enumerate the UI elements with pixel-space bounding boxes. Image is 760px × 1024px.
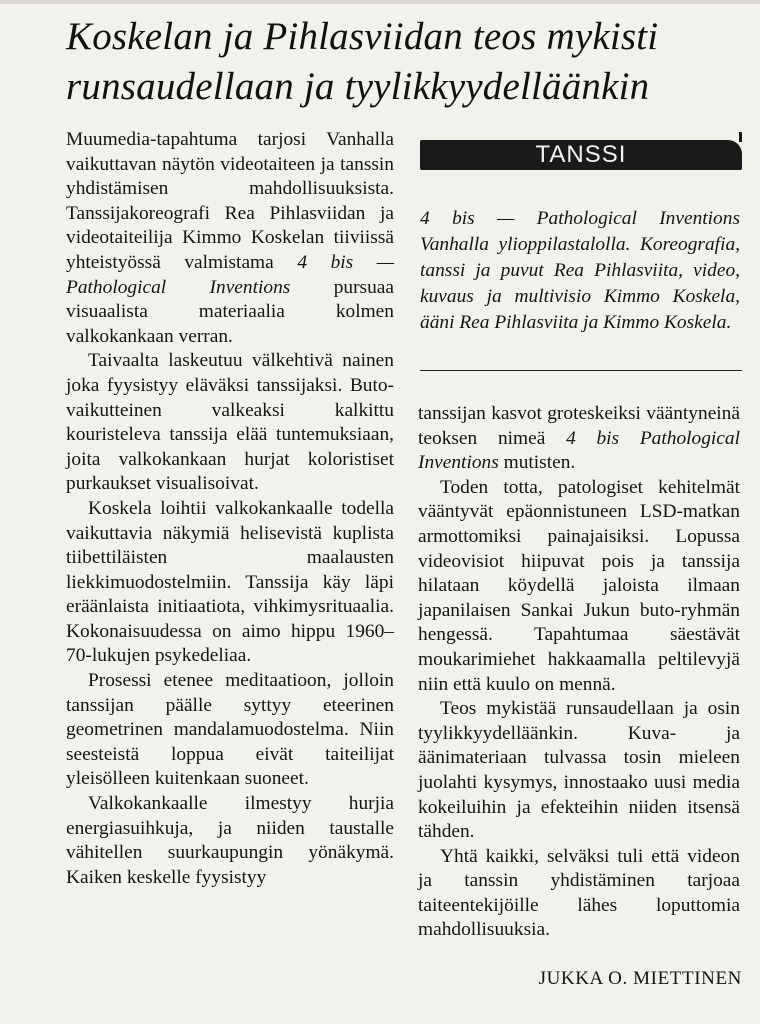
right-p1-text-a: tanssijan kasvot groteskeiksi vääntyneinä teoksen nimeä	[418, 403, 740, 449]
headline-line-1: Koskelan ja Pihlasviidan teos mykisti	[66, 15, 659, 58]
performance-credits: 4 bis — Pathological Inventions Vanhalla ylioppilastalolla. Koreografia, tanssi ja puvut Rea Pihlasviita, video, kuvaus ja multivisio Kimmo Koskela, ääni Rea Pihlasviita ja Kimmo Koskela.	[420, 208, 740, 333]
credits-divider	[420, 370, 742, 371]
headline	[66, 12, 746, 112]
right-paragraph-4: Yhtä kaikki, selväksi tuli että videon ja tanssin yhdistäminen tarjoaa taiteentekijöille lähes loputtomia mahdollisuuksia.	[418, 845, 740, 941]
clipping-top-edge	[0, 0, 760, 4]
headline-line-2: runsaudellaan ja tyylikkyydelläänkin	[66, 65, 650, 108]
right-paragraph-3: Teos mykistää runsaudellaan ja osin tyylikkyydelläänkin. Kuva- ja äänimateriaan tulvassa tosin mieleen juolahti kysymys, innostaako uusi media kokeiluihin ja efekteihin niiden itsensä tähden.	[418, 698, 740, 843]
left-paragraph-4: Prosessi etenee meditaatioon, jolloin tanssijan päälle syttyy eteerinen geometrinen mandalamuodostelma. Niin seesteistä loppua eivät taiteilijat yleisölleen kuitenkaan suoneet.	[66, 670, 394, 790]
left-paragraph-5: Valkokankaalle ilmestyy hurjia energiasuihkuja, ja niiden taustalle vähitellen suurkaupungin yönäkymä. Kaiken keskelle fyysistyy	[66, 793, 394, 888]
left-column	[66, 128, 394, 890]
right-p1-work-title: 4 bis Pathological Inventions	[418, 427, 740, 474]
author-signature: JUKKA O. MIETTINEN	[538, 968, 742, 989]
section-banner	[420, 132, 742, 176]
left-p1-work-title: 4 bis — Pathological Inventions	[66, 251, 394, 298]
left-paragraph-1	[66, 128, 394, 349]
right-p1-text-b: mutisten.	[498, 452, 576, 474]
left-p1-text-a: Muumedia-tapahtuma tarjosi Vanhalla vaikuttavan näytön videotaiteen ja tanssin yhdistämisen mahdollisuuksista. Tanssijakoreografi Rea Pihlasviidan ja videotaiteilija Kimmo Koskelan tiiviissä yhteistyössä valmistama	[66, 129, 394, 273]
right-paragraph-1	[418, 402, 740, 476]
left-paragraph-3: Koskela loihtii valkokankaalle todella vaikuttavia näkymiä helisevistä kuplista tiibettiläisten maalausten liekkimuodostelmiin. Tanssija käy läpi eräänlaista initiaatiota, vihkimysrituaalia. Kokonaisuudessa on aimo hippu 1960–70-lukujen psykedeliaa.	[66, 497, 394, 667]
right-paragraph-2: Toden totta, patologiset kehitelmät vääntyvät epäonnistuneen LSD-matkan armottomiksi painajaisiksi. Lopussa videovisiot hiipuvat pois ja tanssija hilataan köydellä jaloista ilmaan japanilaisen Sankai Jukun buto-ryhmän hengessä. Tapahtumaa säestävät moukarimiehet hakkaamalla peltilevyjä niin että kuulo on mennä.	[418, 476, 740, 695]
left-p1-text-b: pursuaa visuaalista materiaalia kolmen valkokankaan verran.	[66, 276, 395, 347]
left-paragraph-2: Taivaalta laskeutuu välkehtivä nainen joka fyysistyy eläväksi tanssijaksi. Buto-vaikutteinen valkeaksi kalkittu kouristeleva tanssija elää tuntemuksiaan, joita valkokankaan hurjat koloristiset purkaukset visualisoivat.	[66, 350, 394, 495]
section-banner-label: TANSSI	[535, 141, 627, 168]
right-column	[418, 402, 740, 943]
